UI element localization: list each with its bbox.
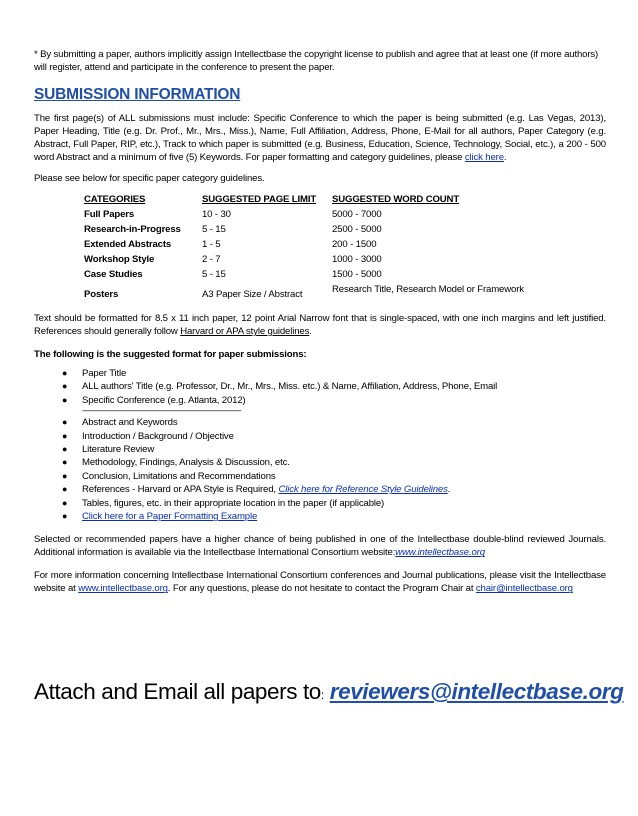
list-item xyxy=(62,497,606,510)
bullet-dot-icon: ● xyxy=(62,470,68,481)
bullet-dot-icon: ● xyxy=(62,497,68,508)
header-page-limit: SUGGESTED PAGE LIMIT xyxy=(202,194,317,205)
row-words: 200 - 1500 xyxy=(332,239,377,250)
table-row xyxy=(84,268,602,283)
attach-email-line xyxy=(34,678,624,709)
row-category: Workshop Style xyxy=(84,254,155,265)
list-item-text: ALL authors' Title (e.g. Professor, Dr., Mr., Mrs., Miss. etc.) & Name, Affiliation, Address, Phone, Email xyxy=(82,381,498,393)
formatting-example-link[interactable]: Click here for a Paper Formatting Example xyxy=(82,511,258,523)
list-item xyxy=(62,483,606,496)
list-item-text: Specific Conference (e.g. Atlanta, 2012) xyxy=(82,394,246,406)
more-info-text: For more information concerning Intellectbase International Consortium conferences and Journal publications, please visit the Intellectbase website at xyxy=(34,570,606,595)
bullet-dot-icon: ● xyxy=(62,430,68,441)
table-row xyxy=(84,238,602,253)
reviewers-email-link[interactable]: reviewers@intellectbase.org xyxy=(329,679,624,704)
list-item xyxy=(62,456,606,469)
bullet-dot-icon: ● xyxy=(62,368,68,378)
bullet-dot-icon: ● xyxy=(62,511,68,522)
bullet-dot-icon: ● xyxy=(62,417,68,428)
list-item xyxy=(62,380,606,393)
list-item xyxy=(62,430,606,443)
copyright-note: * By submitting a paper, authors implicitly assign Intellectbase the copyright license to publish and agree that at least one (if more authors) will register, attend and participate in the conference to present the paper. xyxy=(34,49,599,73)
list-item-text: Paper Title xyxy=(82,368,127,379)
list-item-text: Literature Review xyxy=(82,444,155,456)
see-below-text: Please see below for specific paper category guidelines. xyxy=(34,173,265,184)
row-words: 2500 - 5000 xyxy=(332,224,382,235)
row-words: 5000 - 7000 xyxy=(332,209,382,220)
table-row xyxy=(84,283,602,306)
bullet-dot-icon: ● xyxy=(62,444,68,455)
bullet-dot-icon: ● xyxy=(62,457,68,468)
row-words: 1500 - 5000 xyxy=(332,269,382,280)
format-paragraph-text: Text should be formatted for 8.5 x 11 inch paper, 12 point Arial Narrow font that is single-spaced, with one inch margins and left justified. References should generally follow xyxy=(34,313,606,337)
submission-heading: SUBMISSION INFORMATION xyxy=(34,86,241,103)
list-item-end: . xyxy=(447,484,451,496)
harvard-apa-link[interactable]: Harvard or APA style guidelines xyxy=(180,326,310,337)
format-title: The following is the suggested format for paper submissions: xyxy=(34,349,307,360)
attach-text: Attach and Email all papers to xyxy=(34,679,321,704)
list-item xyxy=(62,416,606,429)
list-item-text: Tables, figures, etc. in their appropriate location in the paper (if applicable) xyxy=(82,497,385,509)
row-category: Posters xyxy=(84,289,119,300)
table-row xyxy=(84,223,602,238)
submission-paragraph xyxy=(34,112,606,164)
submission-paragraph-text: The first page(s) of ALL submissions must include: Specific Conference to which the paper is being submitted (e.g. Las Vegas, 2013), Paper Heading, Title (e.g. Dr. Prof., Mr., Mrs., Miss.), Name, Full Affiliation, Address, Phone, E-Mail for all authors, Paper Category (e.g. Abstract, Full Paper, RIP, etc.), Track to which paper is submitted (e.g. Business, Education, Science, Technology, Social, etc.), a 200 - 500 word Abstract and a minimum of five (5) Keywords. For paper formatting and category guidelines, please xyxy=(34,113,606,163)
table-row xyxy=(84,253,602,268)
list-item xyxy=(62,443,606,456)
row-category: Research-in-Progress xyxy=(84,224,181,235)
bullet-dot-icon: ● xyxy=(62,381,68,392)
bullet-dot-icon: ● xyxy=(62,394,68,405)
row-words: Research Title, Research Model or Framework xyxy=(332,284,524,295)
intellectbase-website-link[interactable]: www.intellectbase.org xyxy=(78,583,168,595)
table-header-row xyxy=(84,193,602,208)
format-list-bottom xyxy=(34,416,606,523)
format-paragraph-end: . xyxy=(309,326,312,337)
format-list-top xyxy=(34,367,606,407)
reference-style-link[interactable]: Click here for Reference Style Guidelines xyxy=(278,484,448,496)
list-item-text: References - Harvard or APA Style is Required, xyxy=(82,484,279,496)
row-category: Extended Abstracts xyxy=(84,239,172,250)
row-pages: 2 - 7 xyxy=(202,254,221,265)
row-category: Full Papers xyxy=(84,209,135,220)
list-item-text: Conclusion, Limitations and Recommendations xyxy=(82,470,276,482)
row-category: Case Studies xyxy=(84,269,143,280)
row-words: 1000 - 3000 xyxy=(332,254,382,265)
chair-email-link[interactable]: chair@intellectbase.org xyxy=(475,583,573,595)
more-info-paragraph xyxy=(34,569,606,595)
click-here-link[interactable]: click here xyxy=(464,152,504,163)
selected-paragraph-text: Selected or recommended papers have a higher chance of being published in one of the Intellectbase double-blind reviewed Journals. Additional information is available via the Intellectbase International Consortium website: xyxy=(34,534,606,559)
document-page xyxy=(34,48,606,595)
list-item-text: Methodology, Findings, Analysis & Discussion, etc. xyxy=(82,457,290,469)
list-item-text: Abstract and Keywords xyxy=(82,417,178,429)
list-item xyxy=(62,510,606,523)
more-info-mid: . For any questions, please do not hesitate to contact the Program Chair at xyxy=(167,583,476,595)
row-pages: 10 - 30 xyxy=(202,209,231,220)
row-pages: 5 - 15 xyxy=(202,224,226,235)
row-pages: A3 Paper Size / Abstract xyxy=(202,289,303,300)
attach-colon: : xyxy=(320,688,324,702)
row-pages: 5 - 15 xyxy=(202,269,226,280)
list-item xyxy=(62,394,606,407)
selected-paragraph xyxy=(34,533,606,559)
list-item xyxy=(62,470,606,483)
format-paragraph xyxy=(34,312,606,338)
table-row xyxy=(84,208,602,223)
website-link[interactable]: www.intellectbase.org xyxy=(395,547,485,559)
bullet-dot-icon: ● xyxy=(62,484,68,495)
category-table xyxy=(84,193,602,306)
dashed-separator: -------------------------------------------------------------------------------------------------------------------------------------------- xyxy=(82,408,241,416)
header-word-count: SUGGESTED WORD COUNT xyxy=(332,194,460,205)
list-item xyxy=(62,367,606,380)
header-categories: CATEGORIES xyxy=(84,194,146,205)
submission-paragraph-end: . xyxy=(503,152,507,163)
row-pages: 1 - 5 xyxy=(202,239,221,250)
list-item-text: Introduction / Background / Objective xyxy=(82,430,234,442)
